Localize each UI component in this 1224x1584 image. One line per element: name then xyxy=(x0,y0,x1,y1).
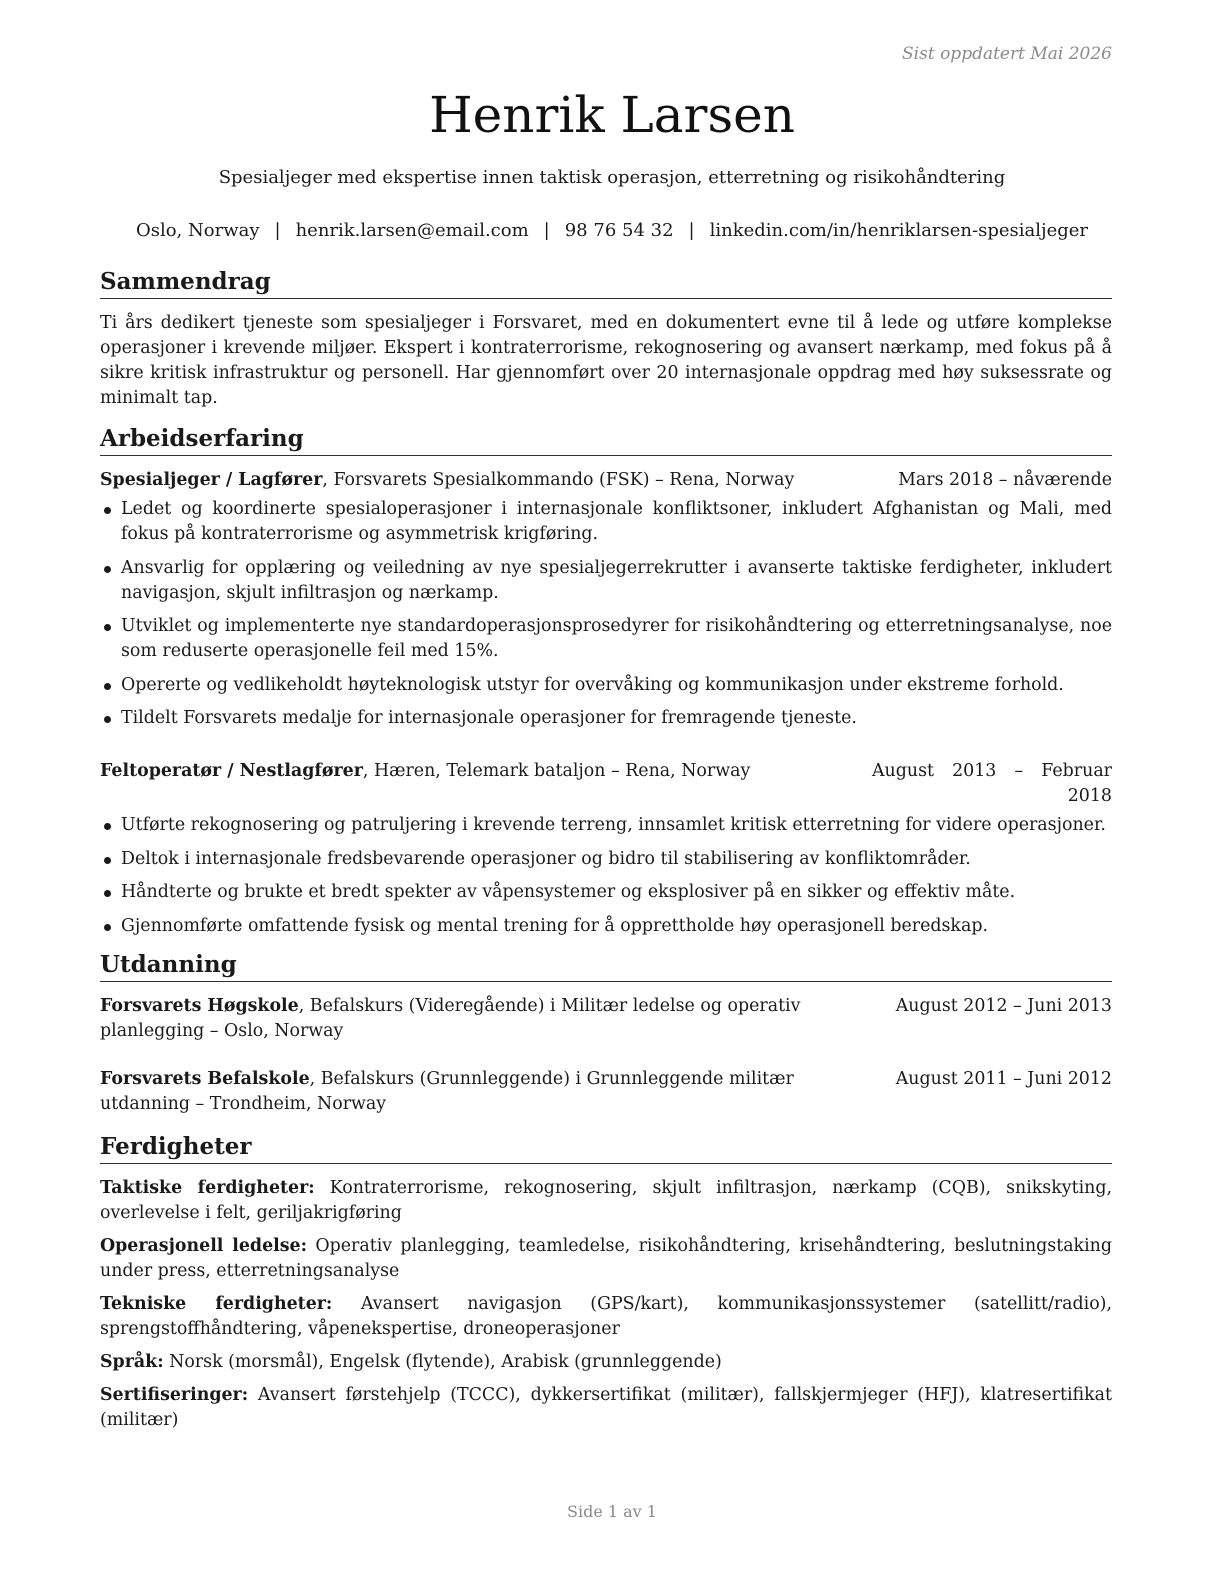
education-dates: August 2011 – Juni 2012 xyxy=(895,1068,1112,1089)
section-title: Arbeidserfaring xyxy=(100,423,1112,456)
skill-text: Avansert førstehjelp (TCCC), dykkersertifikat (militær), fallskjermjeger (HFJ), klatresertifikat (militær) xyxy=(100,1384,1112,1430)
contact-separator: | xyxy=(543,220,550,241)
summary-section xyxy=(100,266,1112,411)
candidate-name: Henrik Larsen xyxy=(429,86,795,144)
list-item: Ledet og koordinerte spesialoperasjoner i internasjonale konfliktsoner, inkludert Afghanistan og Mali, med fokus på kontraterrorisme og asymmetrisk krigføring. xyxy=(100,497,1112,547)
skill-text: Kontraterrorisme, rekognosering, skjult infiltrasjon, nærkamp (CQB), snikskyting, overlevelse i felt, geriljakrigføring xyxy=(100,1177,1112,1223)
list-item: Tildelt Forsvarets medalje for internasjonale operasjoner for fremragende tjeneste. xyxy=(100,706,1112,731)
education-program: , Befalskurs (Videregående) i Militær ledelse og operativ planlegging – Oslo, Norway xyxy=(100,995,801,1041)
list-item: Utviklet og implementerte nye standardoperasjonsprosedyrer for risikohåndtering og etterretningsanalyse, noe som reduserte operasjonelle feil med 15%. xyxy=(100,614,1112,664)
job-org: , Forsvarets Spesialkommando (FSK) – Rena, Norway xyxy=(322,470,795,490)
skill-row xyxy=(100,1383,1112,1433)
list-item: Utførte rekognosering og patruljering i krevende terreng, innsamlet kritisk etterretning for videre operasjoner. xyxy=(100,813,1112,838)
school-name: Forsvarets Befalskole xyxy=(100,1068,310,1089)
education-section xyxy=(100,949,1112,1117)
job-entry xyxy=(100,759,1112,939)
education-program: , Befalskurs (Grunnleggende) i Grunnleggende militær utdanning – Trondheim, Norway xyxy=(100,1068,794,1114)
job-org: , Hæren, Telemark bataljon – Rena, Norway xyxy=(362,761,751,781)
skill-label: Språk: xyxy=(100,1351,164,1372)
list-item: Håndterte og brukte et bredt spekter av våpensystemer og eksplosiver på en sikker og effektiv måte. xyxy=(100,880,1112,905)
skills-section xyxy=(100,1131,1112,1433)
education-entry xyxy=(100,994,1112,1044)
tagline: Spesialjeger med ekspertise innen taktisk operasjon, etterretning og risikohåndtering xyxy=(218,167,1006,188)
contact-separator: | xyxy=(688,220,695,241)
job-dates: August 2013 – Februar 2018 xyxy=(872,761,1112,806)
job-bullets xyxy=(100,813,1112,939)
school-name: Forsvarets Høgskole xyxy=(100,995,299,1016)
job-role: Spesialjeger / Lagfører xyxy=(100,470,323,490)
job-entry xyxy=(100,468,1112,731)
summary-text: Ti års dedikert tjeneste som spesialjeger i Forsvaret, med en dokumentert evne til å lede og utføre komplekse operasjoner i krevende miljøer. Ekspert i kontraterrorisme, rekognosering og avansert nærkamp, med fokus på å sikre kritisk infrastruktur og personell. Har gjennomført over 20 internasjonale oppdrag med høy suksessrate og minimalt tap. xyxy=(100,313,1112,408)
contact-location: Oslo, Norway xyxy=(135,220,260,241)
skill-text: Operativ planlegging, teamledelse, risikohåndtering, krisehåndtering, beslutningstaking under press, etterretningsanalyse xyxy=(100,1235,1112,1281)
skill-label: Taktiske ferdigheter: xyxy=(100,1177,315,1198)
job-role: Feltoperatør / Nestlagfører xyxy=(100,761,363,781)
skill-label: Tekniske ferdigheter: xyxy=(100,1293,333,1314)
skill-text: Norsk (morsmål), Engelsk (flytende), Arabisk (grunnleggende) xyxy=(163,1351,722,1372)
job-title-line xyxy=(100,759,872,809)
page-number: Side 1 av 1 xyxy=(567,1502,657,1521)
skill-row xyxy=(100,1350,1112,1375)
education-detail xyxy=(100,1067,896,1117)
experience-section xyxy=(100,423,1112,939)
education-detail xyxy=(100,994,896,1044)
skill-label: Operasjonell ledelse: xyxy=(100,1235,308,1256)
job-title-line xyxy=(100,468,898,493)
section-title: Sammendrag xyxy=(100,266,1112,299)
job-header xyxy=(100,468,1112,493)
list-item: Gjennomførte omfattende fysisk og mental trening for å opprettholde høy operasjonell beredskap. xyxy=(100,914,1112,939)
contact-separator: | xyxy=(274,220,281,241)
contact-email[interactable]: henrik.larsen@email.com xyxy=(295,220,529,241)
job-dates: Mars 2018 – nåværende xyxy=(898,470,1112,490)
resume-content xyxy=(100,266,1112,1441)
education-entry xyxy=(100,1067,1112,1117)
education-dates: August 2012 – Juni 2013 xyxy=(895,995,1112,1016)
skill-text: Avansert navigasjon (GPS/kart), kommunikasjonssystemer (satellitt/radio), sprengstoffhåndtering, våpenekspertise, droneoperasjoner xyxy=(100,1293,1112,1339)
contact-linkedin[interactable]: linkedin.com/in/henriklarsen-spesialjeger xyxy=(709,220,1089,241)
job-bullets xyxy=(100,497,1112,731)
skill-row xyxy=(100,1176,1112,1226)
list-item: Ansvarlig for opplæring og veiledning av nye spesialjegerrekrutter i avanserte taktiske ferdigheter, inkludert navigasjon, skjult infiltrasjon og nærkamp. xyxy=(100,556,1112,606)
section-title: Utdanning xyxy=(100,949,1112,982)
skill-label: Sertifiseringer: xyxy=(100,1384,249,1405)
skill-row xyxy=(100,1292,1112,1342)
list-item: Deltok i internasjonale fredsbevarende operasjoner og bidro til stabilisering av konfliktområder. xyxy=(100,847,1112,872)
list-item: Opererte og vedlikeholdt høyteknologisk utstyr for overvåking og kommunikasjon under ekstreme forhold. xyxy=(100,673,1112,698)
skill-row xyxy=(100,1234,1112,1284)
job-header xyxy=(100,759,1112,809)
contact-phone: 98 76 54 32 xyxy=(564,220,674,241)
section-title: Ferdigheter xyxy=(100,1131,1112,1164)
contact-line xyxy=(0,220,1224,241)
last-updated: Sist oppdatert Mai 2026 xyxy=(902,44,1112,64)
